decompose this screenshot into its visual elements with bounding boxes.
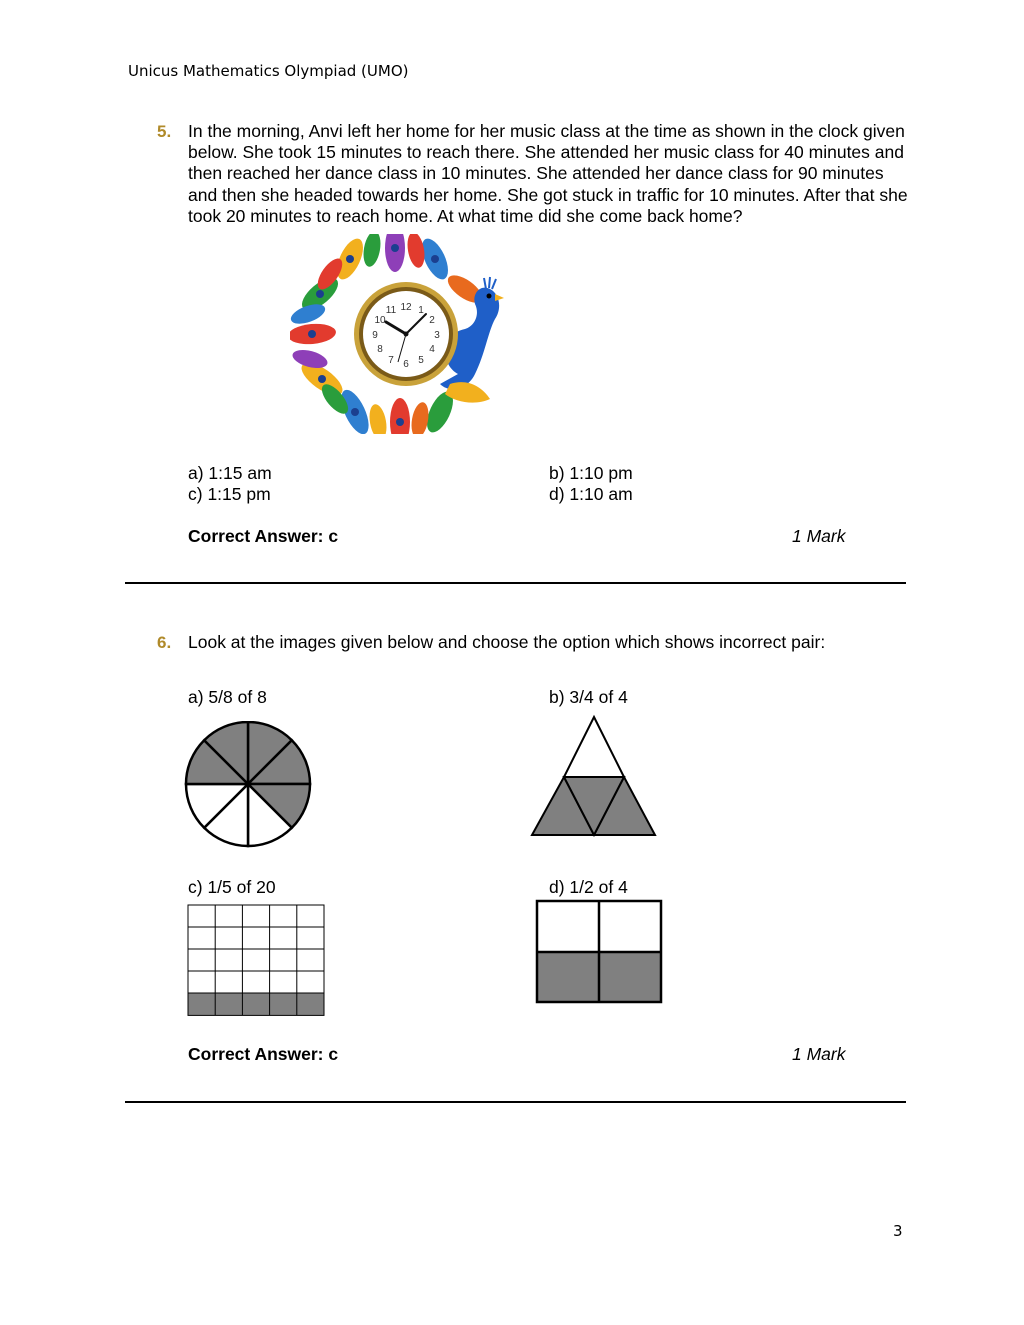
peacock-clock-image xyxy=(290,234,512,434)
q5-option-b: b) 1:10 pm xyxy=(549,463,633,483)
section-divider-bottom xyxy=(125,1101,906,1103)
q5-correct-answer: Correct Answer: c xyxy=(188,526,339,546)
clock-number-5: 5 xyxy=(418,355,424,366)
clock-face xyxy=(354,282,458,386)
clock-number-6: 6 xyxy=(403,359,409,370)
page-number: 3 xyxy=(893,1222,903,1240)
section-divider xyxy=(125,582,906,584)
question-6-number: 6. xyxy=(157,633,172,652)
q6-option-d: d) 1/2 of 4 xyxy=(549,877,628,897)
clock-number-11: 11 xyxy=(385,305,397,316)
clock-number-7: 7 xyxy=(388,355,394,366)
clock-number-1: 1 xyxy=(418,305,424,316)
q5-option-a: a) 1:15 am xyxy=(188,463,272,483)
clock-number-4: 4 xyxy=(429,344,435,355)
clock-number-3: 3 xyxy=(434,330,440,341)
grid-twentieths-figure xyxy=(186,903,326,1018)
clock-number-8: 8 xyxy=(377,344,383,355)
square-halves-figure xyxy=(535,899,665,1006)
q6-option-a: a) 5/8 of 8 xyxy=(188,687,267,707)
q5-mark: 1 Mark xyxy=(792,526,846,546)
q6-correct-answer: Correct Answer: c xyxy=(188,1044,339,1064)
q5-option-c: c) 1:15 pm xyxy=(188,484,271,504)
question-5-number: 5. xyxy=(157,122,172,141)
q6-option-c: c) 1/5 of 20 xyxy=(188,877,276,897)
q6-option-b: b) 3/4 of 4 xyxy=(549,687,628,707)
clock-number-10: 10 xyxy=(374,315,386,326)
clock-number-9: 9 xyxy=(372,330,378,341)
triangle-quarters-figure xyxy=(528,714,660,840)
q6-mark: 1 Mark xyxy=(792,1044,846,1064)
q5-option-d: d) 1:10 am xyxy=(549,484,633,504)
clock-number-12: 12 xyxy=(400,302,412,313)
clock-number-2: 2 xyxy=(429,315,435,326)
question-6-text: Look at the images given below and choose the option which shows incorrect pair: xyxy=(188,632,826,652)
circle-eighths-figure xyxy=(183,721,315,849)
page-header: Unicus Mathematics Olympiad (UMO) xyxy=(128,62,409,80)
question-5-text: In the morning, Anvi left her home for her music class at the time as shown in the clock given below. She took 15 minutes to reach there. She attended her music class for 40 minutes and then reached her dance class in 10 minutes. She attended her dance class for 90 minutes and then she headed towards her home. She got stuck in traffic for 10 minutes. After that she took 20 minutes to reach home. At what time did she come back home? xyxy=(188,121,908,226)
